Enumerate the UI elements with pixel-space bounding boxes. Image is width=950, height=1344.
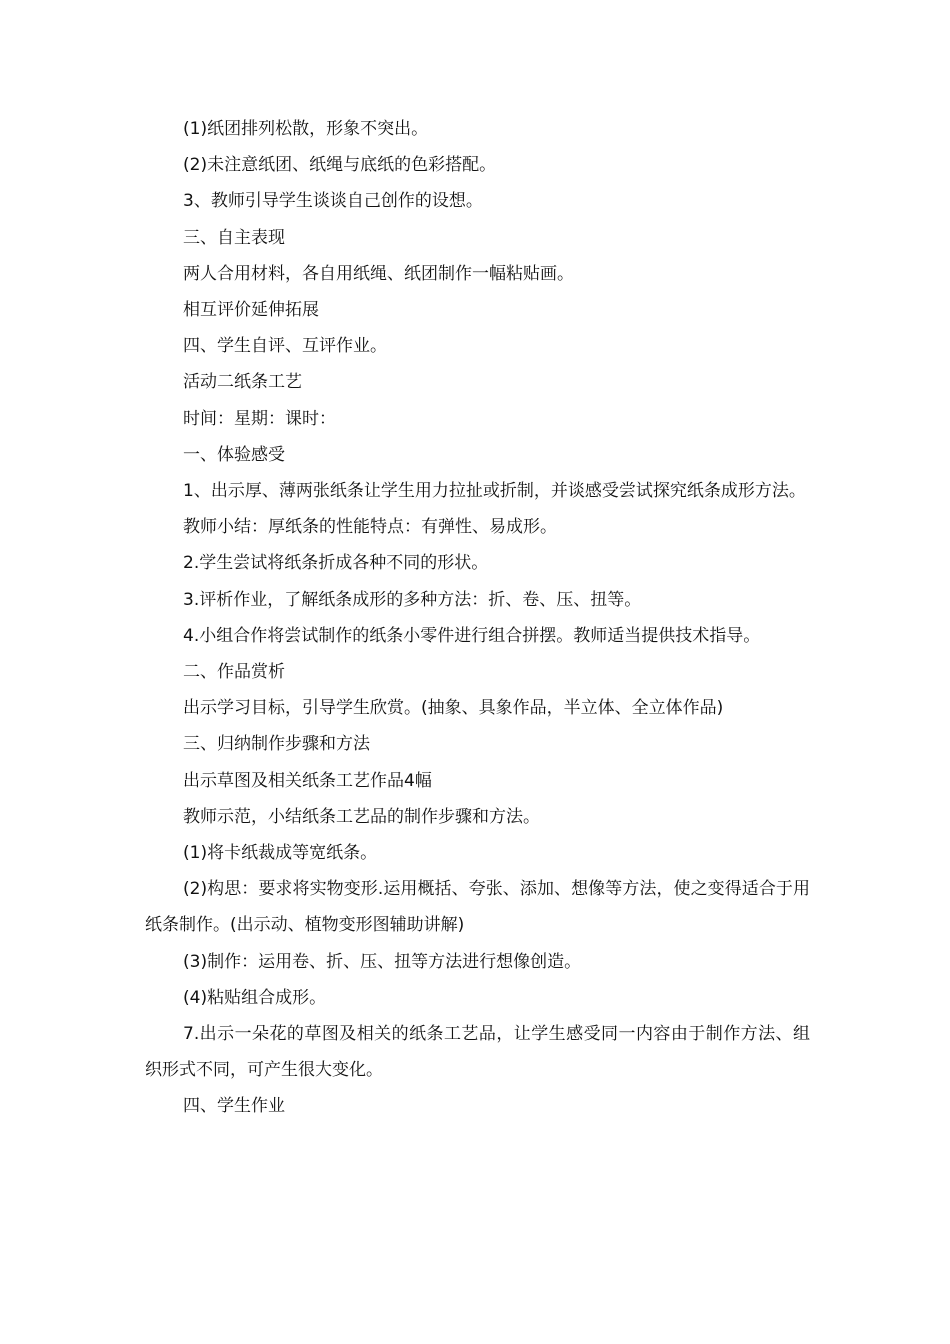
list-item-concept: (2)构思：要求将实物变形.运用概括、夸张、添加、想像等方法，使之变得适合于用纸条制作。(出示动、植物变形图辅助讲解) bbox=[145, 879, 810, 936]
paragraph-sketches: 出示草图及相关纸条工艺作品4幅 bbox=[183, 770, 432, 791]
paragraph-pair-work: 两人合用材料，各自用纸绳、纸团制作一幅粘贴画。 bbox=[183, 263, 574, 284]
section-heading-appreciation: 二、作品赏析 bbox=[183, 662, 285, 683]
section-heading-self-expression: 三、自主表现 bbox=[183, 227, 285, 248]
paragraph-step-3b: 3.评析作业，了解纸条成形的多种方法：折、卷、压、扭等。 bbox=[183, 589, 642, 610]
paragraph-mistake-2: (2)未注意纸团、纸绳与底纸的色彩搭配。 bbox=[183, 155, 497, 176]
paragraph-step-4: 4.小组合作将尝试制作的纸条小零件进行组合拼摆。教师适当提供技术指导。 bbox=[183, 625, 761, 646]
list-item-make: (3)制作：运用卷、折、压、扭等方法进行想像创造。 bbox=[183, 951, 582, 972]
list-item-cut-strips: (1)将卡纸裁成等宽纸条。 bbox=[183, 843, 378, 864]
paragraph-step-2: 2.学生尝试将纸条折成各种不同的形状。 bbox=[183, 553, 489, 574]
section-heading-steps-methods: 三、归纳制作步骤和方法 bbox=[183, 734, 370, 755]
paragraph-teacher-demo: 教师示范，小结纸条工艺品的制作步骤和方法。 bbox=[183, 806, 540, 827]
paragraph-step-1: 1、出示厚、薄两张纸条让学生用力拉扯或折制，并谈感受尝试探究纸条成形方法。 bbox=[183, 481, 806, 502]
paragraph-step-3: 3、教师引导学生谈谈自己创作的设想。 bbox=[183, 191, 483, 212]
schedule-line: 时间：星期：课时： bbox=[183, 408, 336, 429]
paragraph-mistake-1: (1)纸团排列松散，形象不突出。 bbox=[183, 119, 429, 139]
section-heading-experience: 一、体验感受 bbox=[183, 444, 285, 465]
section-heading-student-work: 四、学生作业 bbox=[183, 1096, 285, 1117]
paragraph-teacher-summary: 教师小结：厚纸条的性能特点：有弹性、易成形。 bbox=[183, 517, 557, 538]
paragraph-step-7: 7.出示一朵花的草图及相关的纸条工艺品，让学生感受同一内容由于制作方法、组织形式不同，可产生很大变化。 bbox=[145, 1024, 810, 1081]
document-body bbox=[145, 111, 810, 1125]
paragraph-learning-goals: 出示学习目标，引导学生欣赏。(抽象、具象作品，半立体、全立体作品) bbox=[183, 698, 724, 719]
paragraph-mutual-evaluation: 相互评价延伸拓展 bbox=[183, 300, 319, 321]
section-heading-student-evaluation: 四、学生自评、互评作业。 bbox=[183, 336, 387, 357]
list-item-assemble: (4)粘贴组合成形。 bbox=[183, 987, 327, 1008]
activity-title: 活动二纸条工艺 bbox=[183, 372, 302, 393]
